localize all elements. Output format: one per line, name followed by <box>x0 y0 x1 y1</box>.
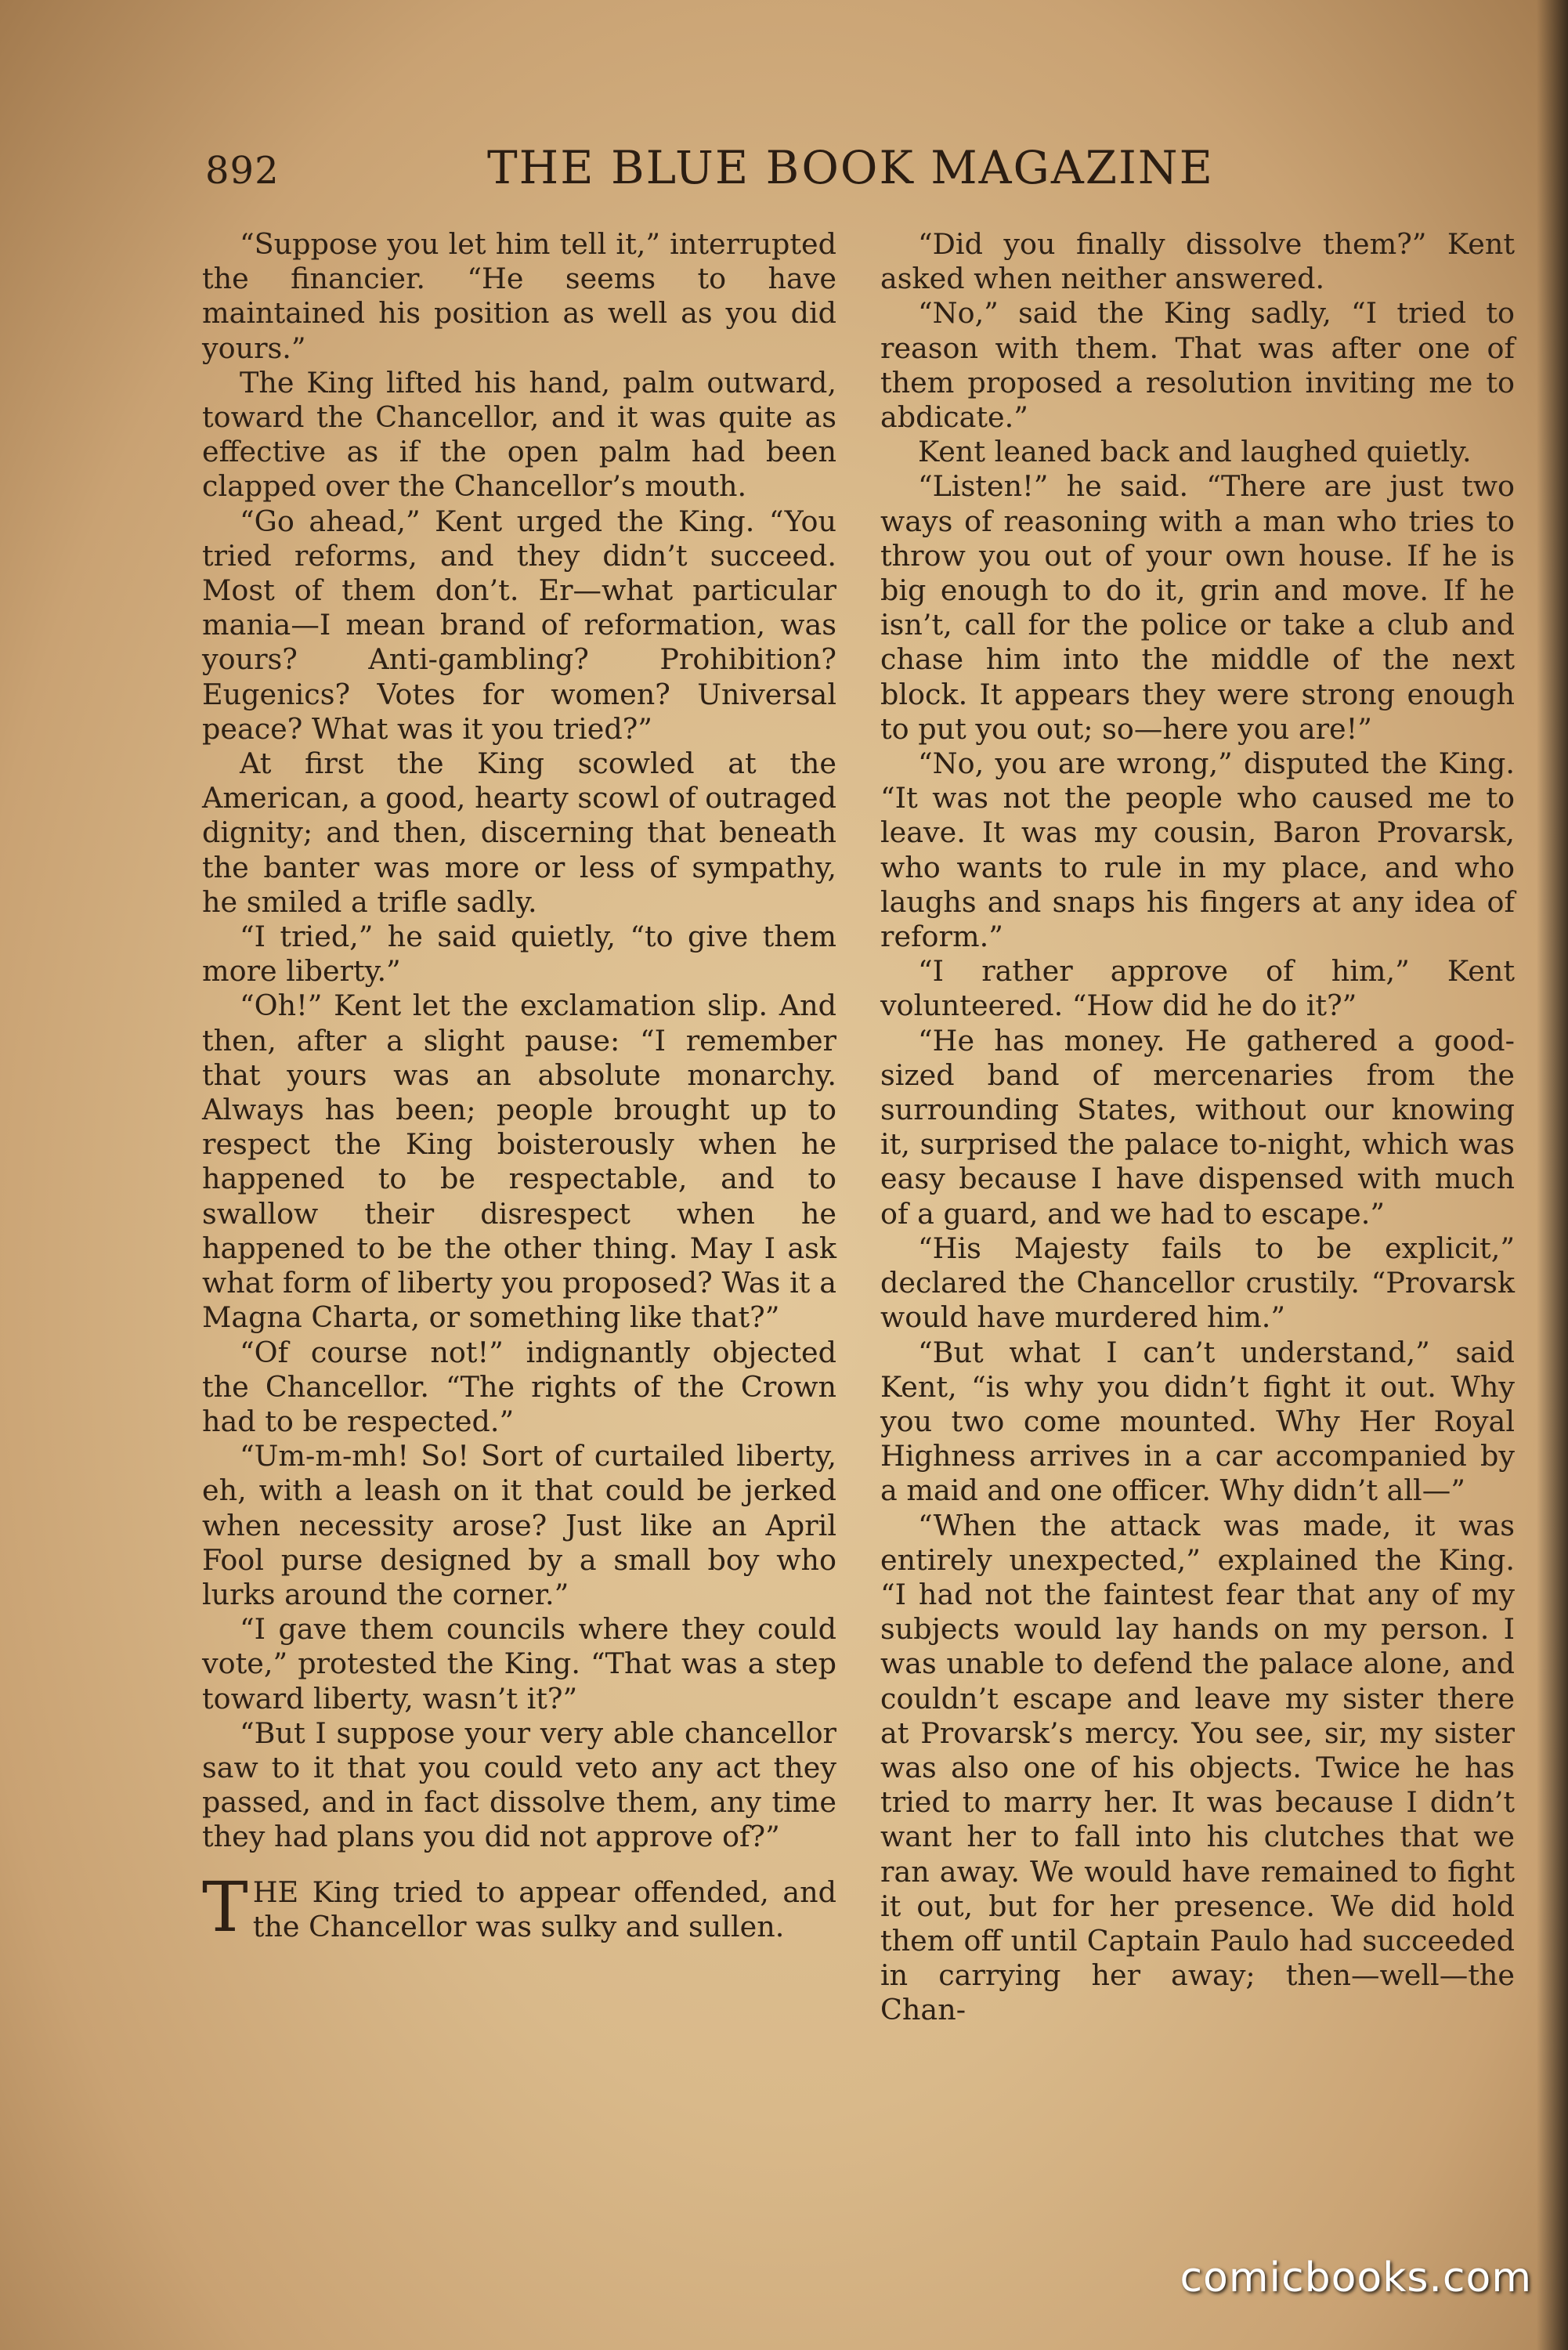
paragraph: Kent leaned back and laughed quietly. <box>918 435 1472 469</box>
paragraph: At first the King scowled at the American, a good, hearty scowl of outraged dignity; and then, discerning that beneath the banter was more or less of sympathy, he smiled a trifle sadly. <box>202 747 836 919</box>
page-number: 892 <box>205 149 280 193</box>
drop-cap-initial: T <box>202 1866 248 1947</box>
paragraph: “Listen!” he said. “There are just two ways of reasoning with a man who tries to throw you out of your own house. If he is big enough to do it, grin and move. If he isn’t, call for the police or take a club and chase him into the middle of the next block. It appears they were strong enough to put you out; so—here you are!” <box>880 469 1515 746</box>
paragraph: “I rather approve of him,” Kent volunteered. “How did he do it?” <box>880 954 1515 1023</box>
site-watermark: comicbooks.com <box>1180 2254 1532 2301</box>
paragraph: “He has money. He gathered a good-sized band of mercenaries from the surrounding States, without our knowing it, surprised the palace to-night, which was easy because I have dispensed with much of a guard, and we had to escape.” <box>880 1023 1515 1231</box>
right-column <box>880 227 1515 2028</box>
paragraph: “I gave them councils where they could vote,” protested the King. “That was a step toward liberty, wasn’t it?” <box>202 1612 836 1716</box>
paragraph: “No, you are wrong,” disputed the King. “It was not the people who caused me to leave. It was my cousin, Baron Provarsk, who wants to rule in my place, and who laughs and snaps his fingers at any idea of reform.” <box>880 747 1515 954</box>
magazine-title: THE BLUE BOOK MAGAZINE <box>487 141 1215 194</box>
paragraph: “When the attack was made, it was entirely unexpected,” explained the King. “I had not the faintest fear that any of my subjects would lay hands on my person. I was unable to defend the palace alone, and couldn’t escape and leave my sister there at Provarsk’s mercy. You see, sir, my sister was also one of his objects. Twice he has tried to marry her. It was because I didn’t want her to fall into his clutches that we ran away. We would have remained to fight it out, but for her presence. We did hold them off until Captain Paulo had succeeded in carrying her away; then—well—the Chan- <box>880 1508 1515 2027</box>
left-column <box>202 227 836 1947</box>
dropcap-paragraph-text: HE King tried to appear offended, and the Chancellor was sulky and sullen. <box>252 1875 836 1943</box>
paragraph: “Did you finally dissolve them?” Kent asked when neither answered. <box>880 227 1515 296</box>
paragraph: “No,” said the King sadly, “I tried to reason with them. That was after one of them proposed a resolution inviting me to abdicate.” <box>880 296 1515 435</box>
page-header <box>205 141 1505 212</box>
paragraph: “Oh!” Kent let the exclamation slip. And then, after a slight pause: “I remember that yours was an absolute monarchy. Always has been; people brought up to respect the King boisterously when he happened to be respectable, and to swallow their disrespect when he happened to be the other thing. May I ask what form of liberty you proposed? Was it a Magna Charta, or something like that?” <box>202 989 836 1335</box>
page-spine-shadow <box>1537 0 1568 2350</box>
paragraph: “Um-m-mh! So! Sort of curtailed liberty, eh, with a leash on it that could be jerked when necessity arose? Just like an April Fool purse designed by a small boy who lurks around the corner.” <box>202 1439 836 1611</box>
paragraph: “But I suppose your very able chancellor saw to it that you could veto any act they passed, and in fact dissolve them, any time they had plans you did not approve of?” <box>202 1716 836 1854</box>
paragraph: “But what I can’t understand,” said Kent, “is why you didn’t fight it out. Why you two come mounted. Why Her Royal Highness arrives in a car accompanied by a maid and one officer. Why didn’t all—” <box>880 1335 1515 1508</box>
paragraph: “Go ahead,” Kent urged the King. “You tried reforms, and they didn’t succeed. Most of them don’t. Er—what particular mania—I mean brand of reformation, was yours? Anti-gambling? Prohibition? Eugenics? Votes for women? Universal peace? What was it you tried?” <box>202 504 836 746</box>
paragraph: “Suppose you let him tell it,” interrupted the financier. “He seems to have maintained his position as well as you did yours.” <box>202 227 836 365</box>
paragraph: “Of course not!” indignantly objected the Chancellor. “The rights of the Crown had to be respected.” <box>202 1335 836 1438</box>
paragraph: The King lifted his hand, palm outward, toward the Chancellor, and it was quite as effective as if the open palm had been clapped over the Chancellor’s mouth. <box>202 365 836 504</box>
dropcap-paragraph <box>202 1866 836 1947</box>
paragraph: “I tried,” he said quietly, “to give them more liberty.” <box>202 920 836 989</box>
paragraph: “His Majesty fails to be explicit,” declared the Chancellor crustily. “Provarsk would have murdered him.” <box>880 1231 1515 1335</box>
